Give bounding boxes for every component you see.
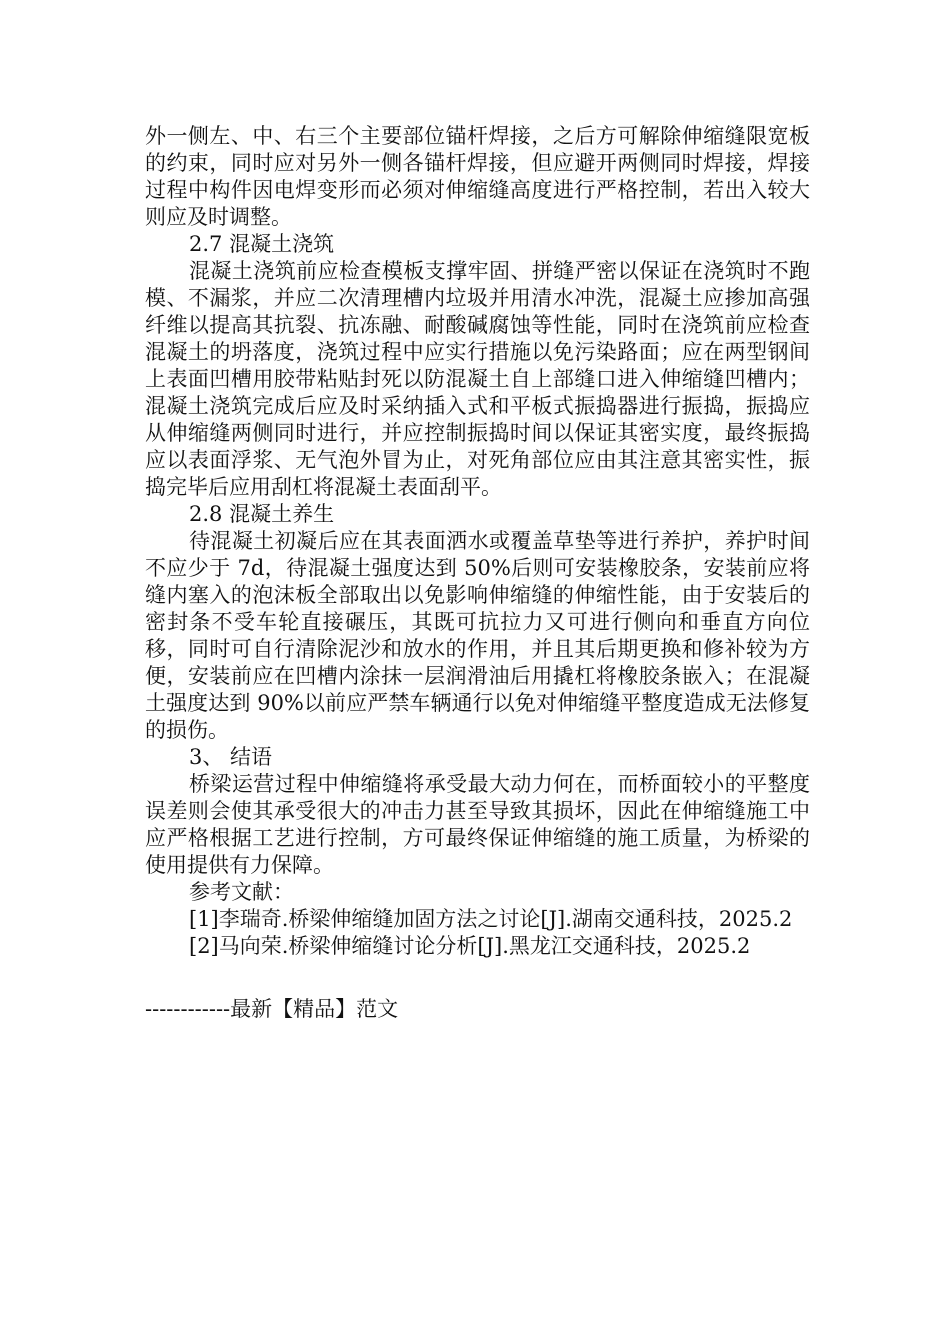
footer-text: ------------最新【精品】范文 bbox=[145, 997, 399, 1021]
references-heading: 参考文献： bbox=[189, 880, 294, 904]
section-body-2-8: 待混凝土初凝后应在其表面洒水或覆盖草垫等进行养护，养护时间不应少于 7d，待混凝土强度达到 50%后则可安装橡胶条，安装前应将缝内塞入的泡沫板全部取出以免影响伸缩缝的伸缩性能，由于安装后的密封条不受车轮直接碾压，其既可抗拉力又可进行侧向和垂直方向位移，同时可自行清除泥沙和放水的作用，并且其后期更换和修补较为方便，安装前应在凹槽内涂抹一层润滑油后用撬杠将橡胶条嵌入；在混凝土强度达到 90%以前应严禁车辆通行以免对伸缩缝平整度造成无法修复的损伤。 bbox=[145, 529, 810, 742]
intro-paragraph: 外一侧左、中、右三个主要部位锚杆焊接，之后方可解除伸缩缝限宽板的约束，同时应对另外一侧各锚杆焊接，但应避开两侧同时焊接，焊接过程中构件因电焊变形而必须对伸缩缝高度进行严格控制，若出入较大则应及时调整。 bbox=[145, 124, 810, 229]
reference-item-1: [1]李瑞奇.桥梁伸缩缝加固方法之讨论[J].湖南交通科技，2025.2 bbox=[189, 907, 793, 931]
section-body-2-7: 混凝土浇筑前应检查模板支撑牢固、拼缝严密以保证在浇筑时不跑模、不漏浆，并应二次清理槽内垃圾并用清水冲洗，混凝土应掺加高强纤维以提高其抗裂、抗冻融、耐酸碱腐蚀等性能，同时在浇筑前应检查混凝土的坍落度，浇筑过程中应实行措施以免污染路面；应在两型钢间上表面凹槽用胶带粘贴封死以防混凝土自上部缝口进入伸缩缝凹槽内；混凝土浇筑完成后应及时采纳插入式和平板式振捣器进行振捣，振捣应从伸缩缝两侧同时进行，并应控制振捣时间以保证其密实度，最终振捣应以表面浮浆、无气泡外冒为止，对死角部位应由其注意其密实性，振捣完毕后应用刮杠将混凝土表面刮平。 bbox=[145, 259, 810, 499]
section-body-3: 桥梁运营过程中伸缩缝将承受最大动力何在，而桥面较小的平整度误差则会使其承受很大的冲击力甚至导致其损坏，因此在伸缩缝施工中应严格根据工艺进行控制，方可最终保证伸缩缝的施工质量，为桥梁的使用提供有力保障。 bbox=[145, 772, 810, 877]
section-heading-2-7: 2.7 混凝土浇筑 bbox=[189, 232, 335, 256]
section-heading-2-8: 2.8 混凝土养生 bbox=[189, 502, 335, 526]
reference-item-2: [2]马向荣.桥梁伸缩缝讨论分析[J].黑龙江交通科技，2025.2 bbox=[189, 934, 751, 958]
section-heading-3: 3、 结语 bbox=[189, 745, 273, 769]
document-body bbox=[145, 123, 810, 960]
